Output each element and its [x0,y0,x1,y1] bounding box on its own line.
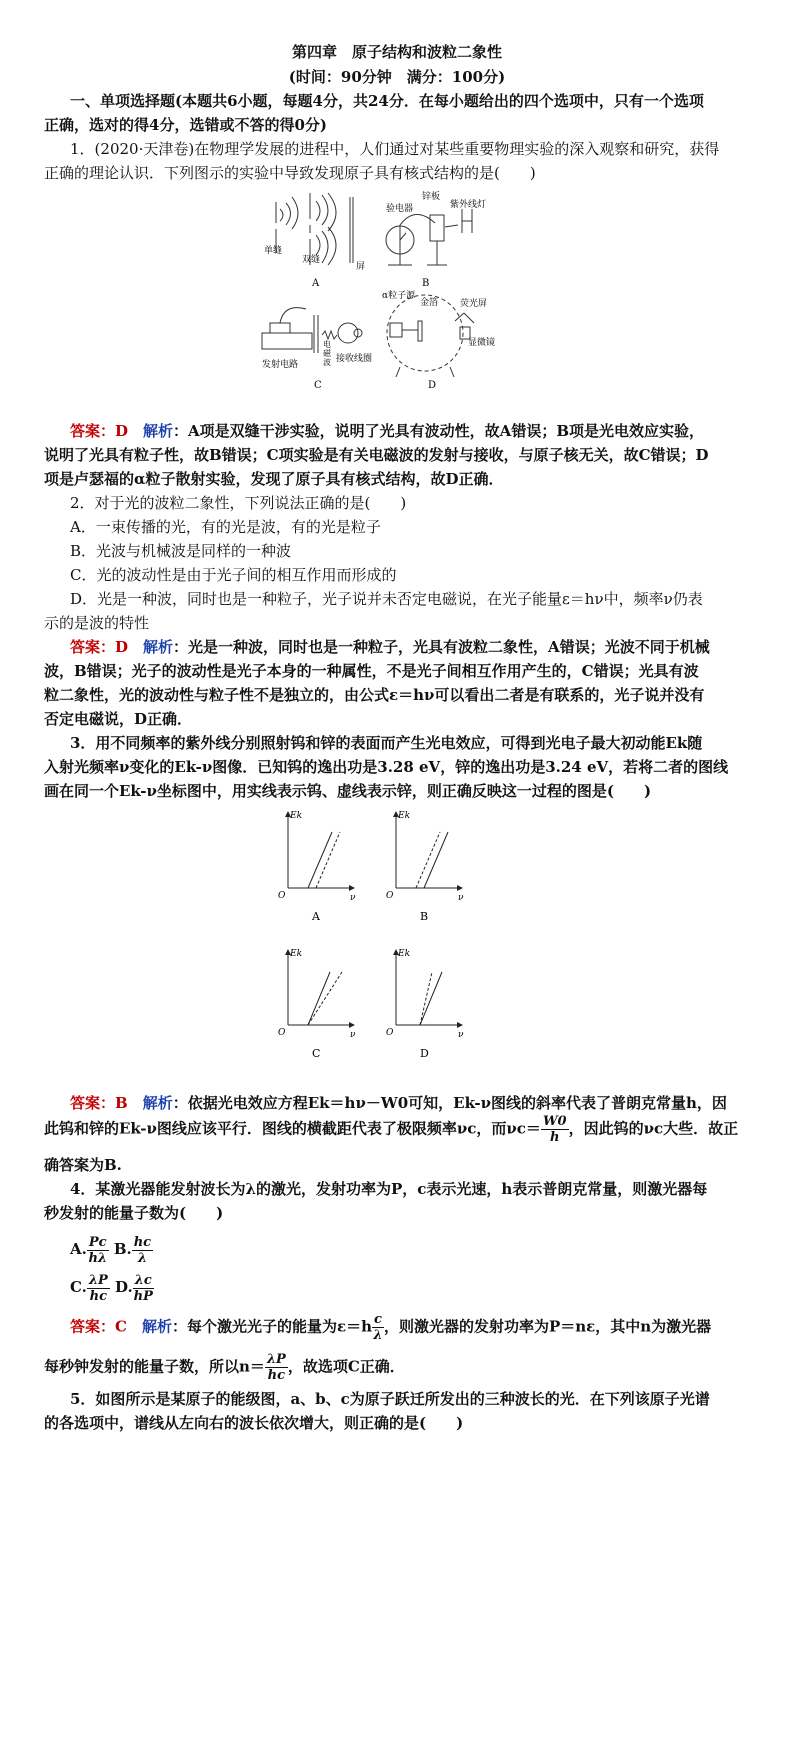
q4-stem-cont: 秒发射的能量子数为( ) [44,1204,224,1222]
q3-analysis-line1 [70,1090,727,1116]
graph-c-y-label: Ek [290,949,303,959]
graph-d-y-label: Ek [398,949,411,959]
q2-analysis-line3: 粒二象性，光的波动性与粒子性不是独立的，由公式ε＝hν可以看出二者是有联系的，光子说并没有 [44,686,705,704]
q3-graph-options [270,800,520,1070]
fig-c-label-transmitter: 发射电路 [262,360,299,370]
fig-a-label-single-slit: 单缝 [264,246,283,256]
q4-option-c-den: hc [89,1288,108,1304]
q4-option-d-fraction [133,1273,154,1304]
q1-analysis-text1: ：A项是双缝干涉实验，说明了光具有波动性，故A错误；B项是光电效应实验， [173,422,705,440]
q4-option-d-num: λc [134,1272,152,1288]
q4-analysis-text2a: 每秒钟发射的能量子数，所以n＝ [44,1357,265,1376]
q1-experiment-figures [240,185,560,400]
q2-option-d-cont: 示的是波的特性 [44,614,150,632]
fig-c-label-receiver-coil: 接收线圈 [336,354,373,364]
q4-frac2-den: hc [267,1368,286,1383]
fig-b-label-uv-lamp: 紫外线灯 [450,200,487,210]
q1-stem-cont: 正确的理论认识．下列图示的实验中导致发现原子具有核式结构的是( ) [44,164,536,182]
graph-c-caption: C [312,1047,321,1060]
q4-option-a-label: A. [70,1240,87,1258]
fig-b-label-zinc-plate: 锌板 [422,192,441,202]
q1-answer-label: 答案：D [70,422,129,440]
section-heading-cont: 正确，选对的得4分，选错或不答的得0分) [44,116,327,134]
q4-answer-label: 答案：C [70,1317,127,1336]
q4-analysis-text2b: ，故选项C正确． [287,1357,405,1376]
q3-answer-label: 答案：B [70,1094,128,1112]
graph-b-origin: O [386,891,394,901]
graph-c-zinc-line [308,972,342,1025]
q4-option-d-den: hP [133,1288,153,1304]
graph-d-caption: D [420,1047,429,1060]
q4-frac1-num: c [374,1312,382,1327]
q3-frac-numerator: W0 [542,1114,567,1129]
fig-c-label-char3: 波 [323,358,331,367]
fig-c-em-wave [262,308,362,353]
graph-a-caption: A [312,910,320,923]
q2-analysis-line4: 否定电磁说，D正确． [44,710,193,728]
q4-option-d-label: D. [115,1278,133,1296]
fig-c-label-char1: 电 [323,340,331,349]
q4-analysis-text1a: ：每个激光光子的能量为ε＝h [171,1317,373,1336]
q4-option-a-num: Pc [88,1234,107,1250]
q4-analysis-label: 解析 [141,1317,172,1336]
q4-option-c-fraction [87,1273,110,1304]
graph-c-origin: O [278,1028,286,1038]
fig-a-caption: A [312,278,320,289]
q4-analysis-line1 [70,1312,711,1343]
q3-analysis-line2 [44,1114,738,1145]
fig-b-label-electroscope: 验电器 [386,204,414,214]
q3-analysis-text1: ：依据光电效应方程Ek＝hν－W0可知，Ek-ν图线的斜率代表了普朗克常量h，因 [172,1094,727,1112]
fig-d-label-gold-foil: 金箔 [420,298,439,308]
q2-analysis-label: 解析 [143,638,174,656]
q3-analysis-text2b: ，因此钨的νc大些．故正 [568,1119,739,1138]
q3-analysis-text2a: 此钨和锌的Ek-ν图线应该平行．图线的横截距代表了极限频率νc，而νc＝ [44,1119,541,1138]
q2-analysis-text1: ：光是一种波，同时也是一种粒子，光具有波粒二象性，A错误；光波不同于机械 [173,638,710,656]
graph-d-x-label: ν [458,1030,464,1040]
q4-option-b-label: B. [113,1240,132,1258]
q3-analysis-line3: 确答案为B. [44,1156,122,1174]
q4-options-row1 [70,1232,153,1266]
q4-fraction-lambdaP-over-hc [265,1352,288,1383]
graph-a-origin: O [278,891,286,901]
graph-b-y-label: Ek [398,811,411,821]
q4-option-b-den: λ [137,1250,147,1266]
q4-option-c-label: C. [70,1278,87,1296]
graph-b-x-label: ν [458,893,464,903]
q1-analysis-line1 [70,418,704,444]
graph-d [396,950,462,1025]
q4-option-b-num: hc [133,1234,152,1250]
fig-d-label-fluorescent-screen: 荧光屏 [460,299,488,309]
q4-option-a-fraction [87,1235,109,1266]
q2-answer-label: 答案：D [70,638,129,656]
graph-c [288,950,354,1025]
graph-d-origin: O [386,1028,394,1038]
q4-frac1-den: λ [373,1328,383,1343]
q4-fraction-c-over-lambda [372,1312,384,1343]
graph-d-tungsten-line [420,972,442,1025]
q4-option-a-den: hλ [88,1250,108,1266]
q1-analysis-line2: 说明了光具有粒子性，故B错误；C项实验是有关电磁波的发射与接收，与原子核无关，故C错误；D [44,446,709,464]
fig-b-caption: B [422,278,430,289]
q3-stem: 3．用不同频率的紫外线分别照射钨和锌的表面而产生光电效应，可得到光电子最大初动能Ek随 [70,734,703,752]
q2-option-b: B．光波与机械波是同样的一种波 [70,542,292,560]
graph-c-tungsten-line [308,972,330,1025]
q1-analysis-line3: 项是卢瑟福的α粒子散射实验，发现了原子具有核式结构，故D正确． [44,470,504,488]
q3-frac-denominator: h [550,1130,560,1145]
q4-stem: 4．某激光器能发射波长为λ的激光，发射功率为P，c表示光速，h表示普朗克常量，则激光器每 [70,1180,708,1198]
q1-analysis-label: 解析 [143,422,174,440]
q3-analysis-label: 解析 [142,1094,173,1112]
fig-d-label-microscope: 显微镜 [468,338,496,348]
q3-fraction-w0-over-h [541,1114,569,1145]
q2-stem: 2．对于光的波粒二象性，下列说法正确的是( ) [70,494,407,512]
q2-analysis-line1 [70,634,710,660]
graph-c-x-label: ν [350,1030,356,1040]
q4-options-row2 [70,1270,154,1304]
q2-option-d: D．光是一种波，同时也是一种粒子，光子说并未否定电磁说，在光子能量ε＝hν中，频率ν仍表 [70,590,703,608]
q3-stem-cont2: 画在同一个Ek-ν坐标图中，用实线表示钨、虚线表示锌，则正确反映这一过程的图是( ) [44,782,652,800]
q2-option-a: A．一束传播的光，有的光是波，有的光是粒子 [70,518,381,536]
fig-b-photoelectric [386,209,472,265]
graph-a-y-label: Ek [290,811,303,821]
chapter-title: 第四章 原子结构和波粒二象性 [291,43,502,61]
q2-analysis-line2: 波，B错误；光子的波动性是光子本身的一种属性，不是光子间相互作用产生的，C错误；光具有波 [44,662,699,680]
fig-a-label-screen: 屏 [356,262,366,272]
graph-a [288,812,354,888]
fig-c-caption: C [314,380,322,391]
q5-stem-cont: 的各选项中，谱线从左向右的波长依次增大，则正确的是( ) [44,1414,464,1432]
q4-analysis-line2 [44,1352,405,1383]
graph-d-zinc-line [420,972,432,1025]
q4-analysis-text1b: ，则激光器的发射功率为P＝nε，其中n为激光器 [383,1317,712,1336]
section-heading: 一、单项选择题(本题共6小题，每题4分，共24分．在每小题给出的四个选项中，只有一个选项 [70,92,704,110]
q3-stem-cont1: 入射光频率ν变化的Ek-ν图像．已知钨的逸出功是3.28 eV，锌的逸出功是3.24 eV，若将二者的图线 [44,758,729,776]
exam-info: (时间：90分钟 满分：100分) [288,68,506,86]
q2-option-c: C．光的波动性是由于光子间的相互作用而形成的 [70,566,397,584]
fig-d-caption: D [428,380,437,391]
graph-b [396,812,462,888]
q4-frac2-num: λP [266,1352,286,1367]
graph-b-caption: B [420,910,429,923]
fig-c-label-char2: 磁 [323,349,331,358]
q1-stem: 1．(2020·天津卷)在物理学发展的进程中，人们通过对某些重要物理实验的深入观察和研究，获得 [70,140,720,158]
graph-a-x-label: ν [350,893,356,903]
q5-stem: 5．如图所示是某原子的能级图，a、b、c为原子跃迁所发出的三种波长的光．在下列该原子光谱 [70,1390,710,1408]
q4-option-c-num: λP [88,1272,108,1288]
fig-a-label-double-slit: 双缝 [302,255,321,265]
q4-option-b-fraction [132,1235,153,1266]
fig-d-label-alpha-source: α粒子源 [382,291,416,301]
